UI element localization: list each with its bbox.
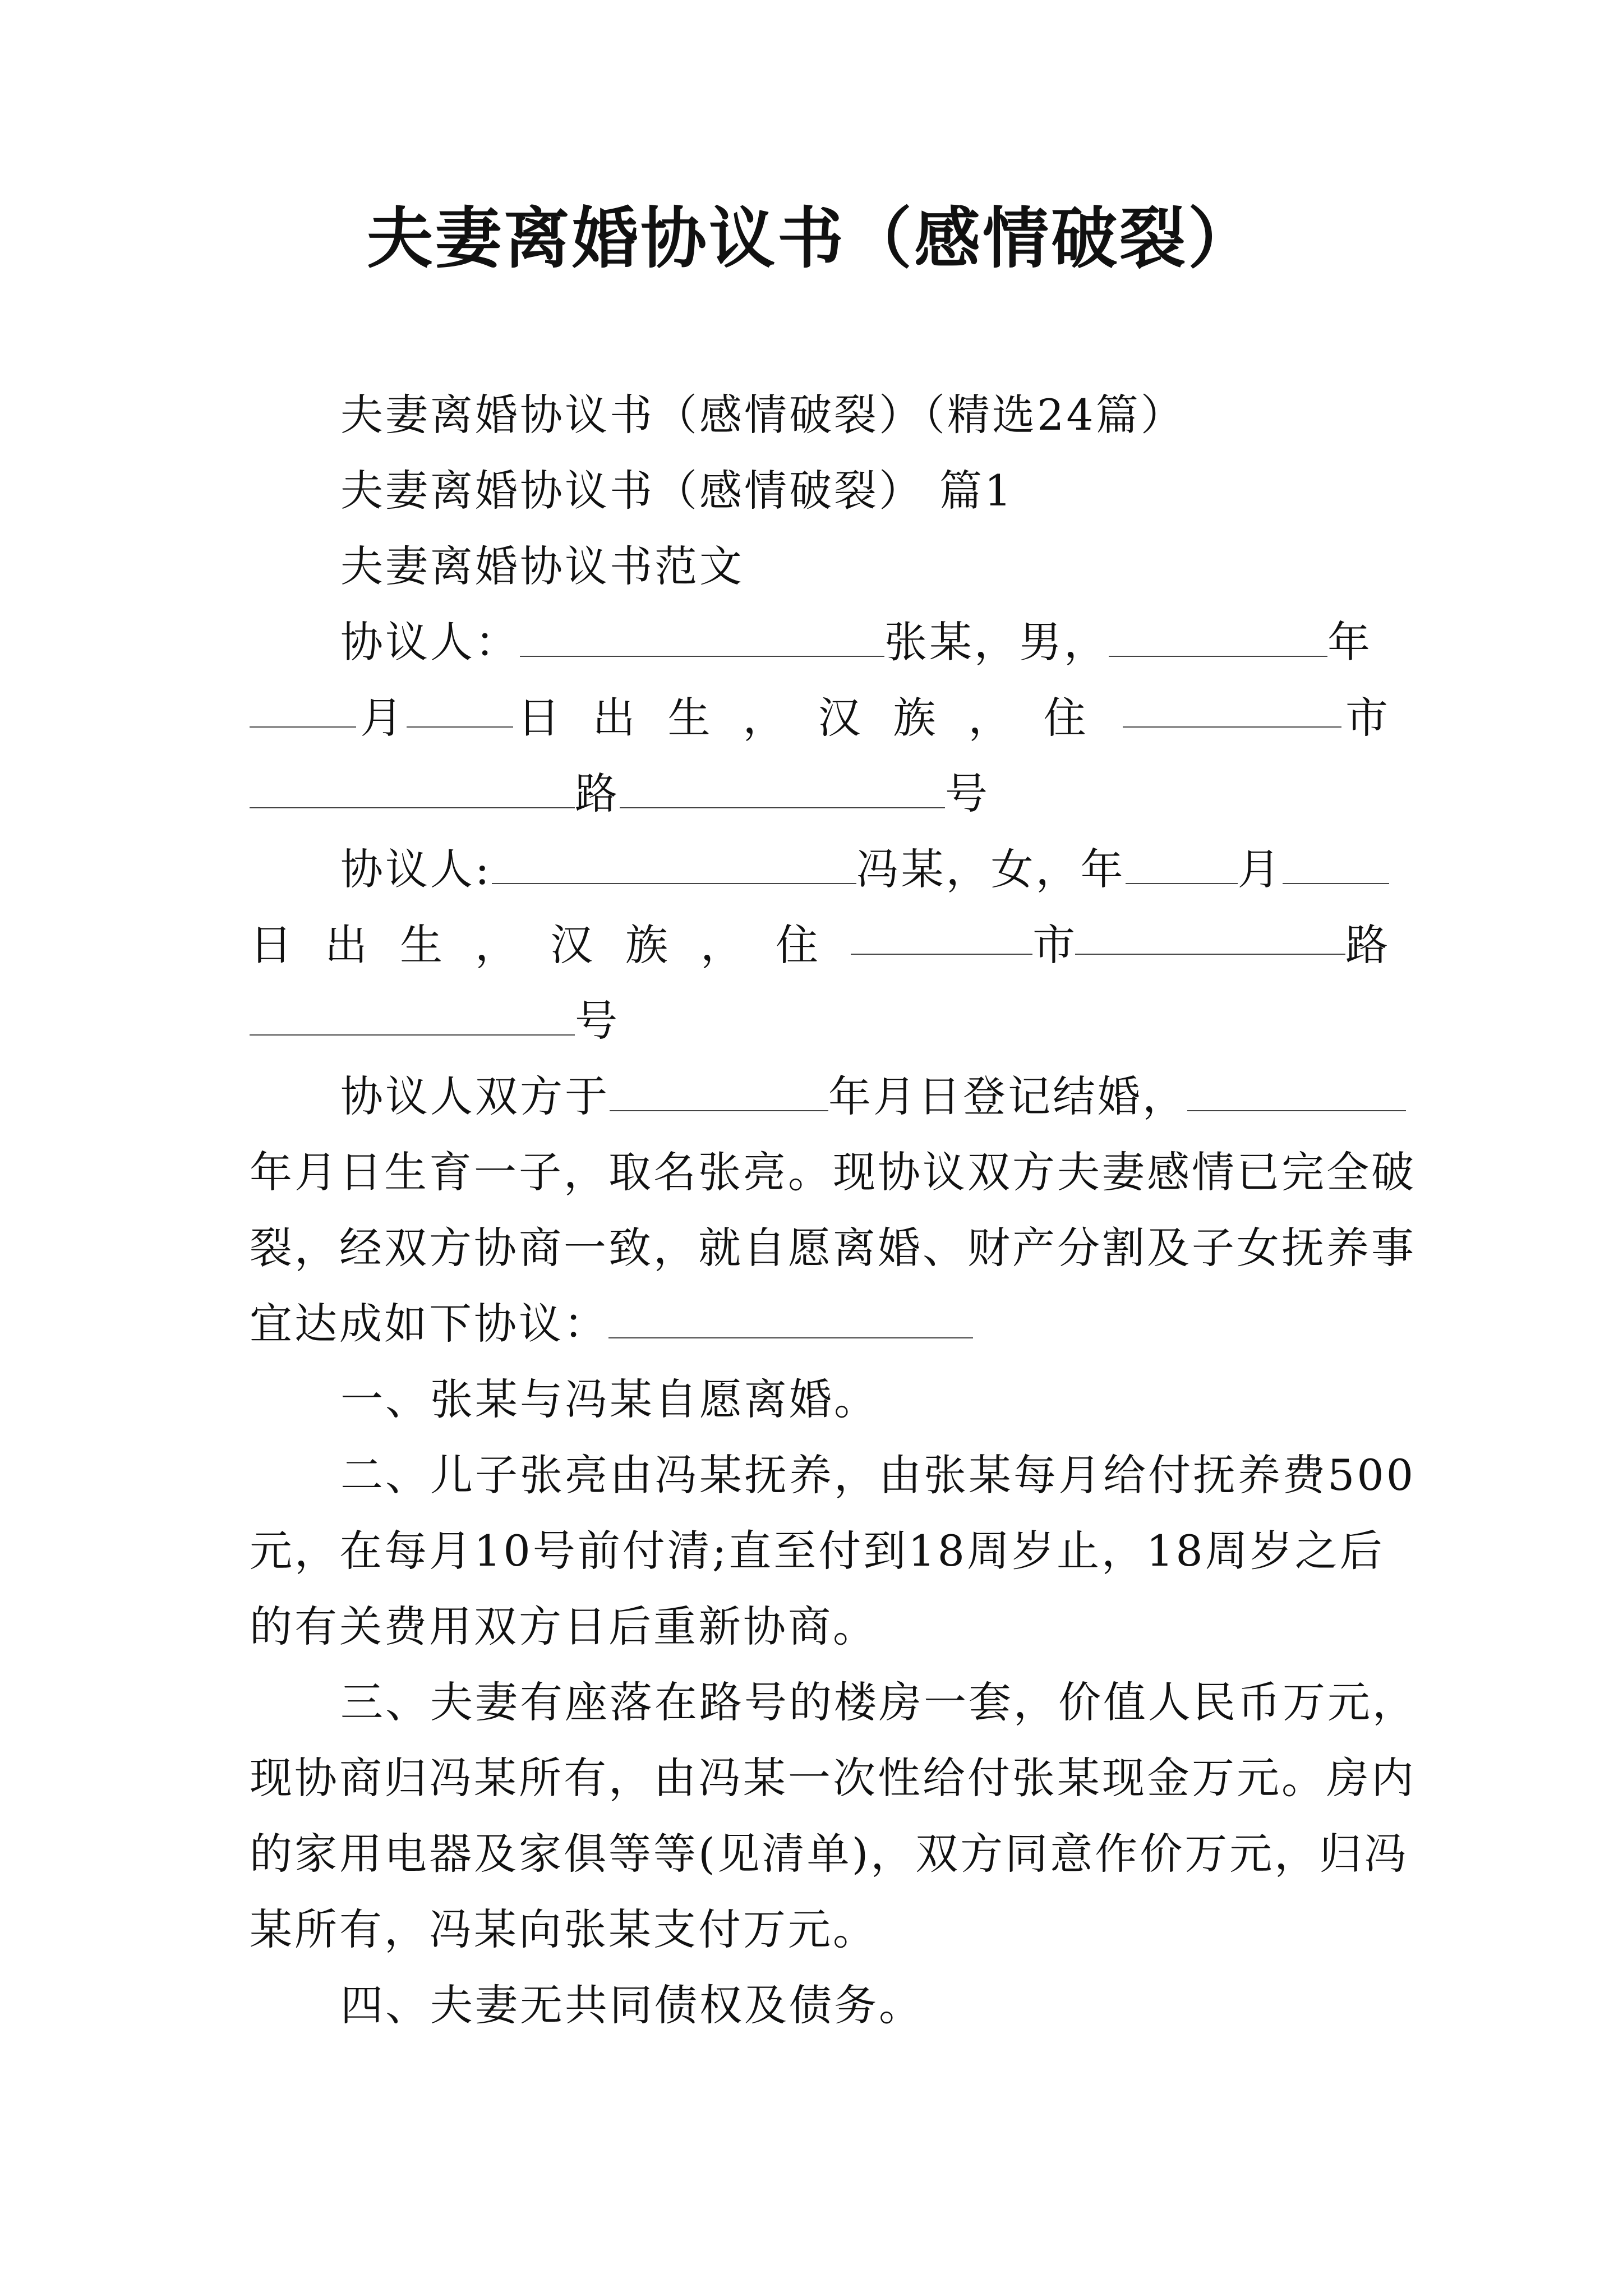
preamble-line1 xyxy=(340,1060,1406,1133)
party1-line2 xyxy=(250,682,1388,754)
preamble-line3: 裂，经双方协商一致，就自愿离婚、财产分割及子女抚养事 xyxy=(250,1223,1416,1273)
party1-road-label: 路 xyxy=(575,769,620,818)
party2-label: 协议人: xyxy=(340,844,492,894)
party1-label: 协议人： xyxy=(340,617,520,667)
party1-year-label: 年 xyxy=(1327,617,1372,667)
marriage-date-blank xyxy=(610,1065,828,1111)
clause-3-line1: 三、夫妻有座落在路号的楼房一套，价值人民币万元， xyxy=(340,1677,1417,1727)
party1-month-blank xyxy=(407,682,513,728)
party2-city-label: 市 xyxy=(1032,920,1076,970)
clause-3-line2: 现协商归冯某所有，由冯某一次性给付张某现金万元。房内 xyxy=(250,1753,1416,1803)
document-title: 夫妻离婚协议书（感情破裂） xyxy=(366,199,1256,277)
chapter-heading: 夫妻离婚协议书（感情破裂） 篇1 xyxy=(340,466,1014,516)
party2-line3 xyxy=(250,984,620,1057)
preamble-text-4: 宜达成如下协议： xyxy=(250,1299,608,1349)
party1-name-sex: 张某，男， xyxy=(884,617,1109,667)
party2-name-blank xyxy=(492,838,856,884)
party2-line1 xyxy=(340,833,1389,906)
party1-birth-year-blank xyxy=(250,682,356,728)
preamble-line4 xyxy=(250,1287,973,1360)
preamble-text-1b: 年月日登记结婚， xyxy=(828,1071,1187,1121)
party2-number-blank xyxy=(250,990,575,1036)
clause-2-line3: 的有关费用双方日后重新协商。 xyxy=(250,1602,878,1651)
birth-date-blank xyxy=(1187,1065,1406,1111)
party2-month-blank xyxy=(1283,838,1389,884)
party1-number-blank xyxy=(620,762,945,808)
party2-road-label: 路 xyxy=(1345,920,1388,970)
sample-heading: 夫妻离婚协议书范文 xyxy=(340,541,744,591)
party1-birth-text: 日出生，汉族，住 xyxy=(517,693,1119,743)
preamble-text-1a: 协议人双方于 xyxy=(340,1071,610,1121)
party1-month-label: 月 xyxy=(360,693,403,743)
party1-line1 xyxy=(340,606,1372,679)
party1-name-blank xyxy=(520,611,884,657)
party2-line2 xyxy=(250,909,1388,982)
agreement-blank xyxy=(608,1292,973,1338)
party1-road-blank xyxy=(250,762,575,808)
party2-year-blank xyxy=(1126,838,1238,884)
party1-city-label: 市 xyxy=(1345,693,1388,743)
clause-4: 四、夫妻无共同债权及债务。 xyxy=(340,1980,924,2030)
party2-city-blank xyxy=(851,909,1032,955)
clause-2-line2: 元，在每月10号前付清;直至付到18周岁止，18周岁之后 xyxy=(250,1526,1385,1576)
party2-number-label: 号 xyxy=(575,996,620,1046)
party2-birth-text: 日出生，汉族，住 xyxy=(250,920,851,970)
party1-number-label: 号 xyxy=(945,769,990,818)
party1-city-blank xyxy=(1123,682,1341,728)
subtitle: 夫妻离婚协议书（感情破裂）（精选24篇） xyxy=(340,390,1186,440)
party2-month-label: 月 xyxy=(1237,844,1283,894)
clause-3-line4: 某所有，冯某向张某支付万元。 xyxy=(250,1904,878,1954)
clause-1: 一、张某与冯某自愿离婚。 xyxy=(340,1374,879,1424)
party1-year-blank xyxy=(1109,611,1327,657)
clause-2-line1: 二、儿子张亮由冯某抚养，由张某每月给付抚养费500 xyxy=(340,1450,1416,1500)
preamble-line2: 年月日生育一子，取名张亮。现协议双方夫妻感情已完全破 xyxy=(250,1147,1416,1197)
party1-line3 xyxy=(250,757,990,830)
party2-name-sex: 冯某，女，年 xyxy=(856,844,1126,894)
clause-3-line3: 的家用电器及家俱等等(见清单)，双方同意作价万元，归冯 xyxy=(250,1829,1409,1879)
party2-road-blank xyxy=(1075,909,1345,955)
